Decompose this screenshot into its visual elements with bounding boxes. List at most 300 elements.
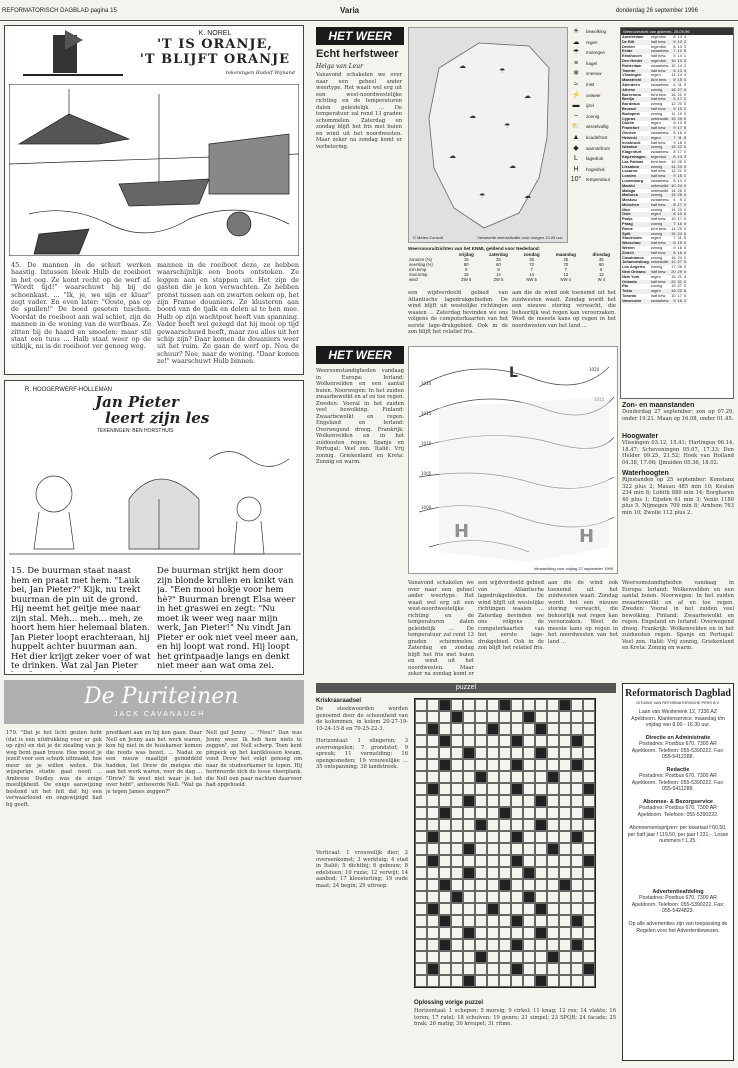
crossword-cell[interactable] (559, 699, 571, 711)
crossword-cell[interactable] (463, 795, 475, 807)
crossword-cell[interactable] (547, 843, 559, 855)
crossword-cell[interactable] (583, 963, 595, 975)
crossword-cell[interactable] (523, 723, 535, 735)
crossword-cell[interactable] (571, 963, 583, 975)
crossword-cell[interactable] (523, 699, 535, 711)
crossword-cell[interactable] (451, 963, 463, 975)
crossword-cell[interactable] (499, 855, 511, 867)
crossword-cell[interactable] (475, 867, 487, 879)
crossword-cell[interactable] (511, 699, 523, 711)
crossword-cell[interactable] (583, 951, 595, 963)
crossword-cell[interactable] (427, 819, 439, 831)
crossword-cell[interactable] (415, 879, 427, 891)
crossword-cell[interactable] (475, 951, 487, 963)
crossword-cell[interactable] (547, 783, 559, 795)
crossword-cell[interactable] (499, 699, 511, 711)
crossword-cell[interactable] (559, 903, 571, 915)
crossword-grid[interactable] (414, 698, 596, 988)
crossword-cell[interactable] (535, 759, 547, 771)
crossword-cell[interactable] (523, 879, 535, 891)
crossword-cell[interactable] (499, 759, 511, 771)
crossword-cell[interactable] (415, 759, 427, 771)
crossword-cell[interactable] (511, 927, 523, 939)
crossword-cell[interactable] (487, 831, 499, 843)
crossword-cell[interactable] (463, 855, 475, 867)
crossword-cell[interactable] (451, 843, 463, 855)
crossword-cell[interactable] (439, 843, 451, 855)
crossword-cell[interactable] (451, 819, 463, 831)
crossword-cell[interactable] (511, 819, 523, 831)
crossword-cell[interactable] (547, 759, 559, 771)
crossword-cell[interactable] (463, 927, 475, 939)
crossword-cell[interactable] (439, 747, 451, 759)
crossword-cell[interactable] (439, 819, 451, 831)
crossword-cell[interactable] (535, 699, 547, 711)
crossword-cell[interactable] (583, 867, 595, 879)
crossword-cell[interactable] (415, 903, 427, 915)
crossword-cell[interactable] (487, 903, 499, 915)
crossword-cell[interactable] (487, 963, 499, 975)
crossword-cell[interactable] (535, 867, 547, 879)
crossword-cell[interactable] (583, 699, 595, 711)
crossword-cell[interactable] (547, 879, 559, 891)
crossword-cell[interactable] (499, 831, 511, 843)
crossword-cell[interactable] (439, 795, 451, 807)
crossword-cell[interactable] (475, 939, 487, 951)
crossword-cell[interactable] (535, 831, 547, 843)
crossword-cell[interactable] (427, 867, 439, 879)
crossword-cell[interactable] (451, 831, 463, 843)
crossword-cell[interactable] (475, 759, 487, 771)
crossword-cell[interactable] (427, 843, 439, 855)
crossword-cell[interactable] (547, 963, 559, 975)
crossword-cell[interactable] (463, 711, 475, 723)
crossword-cell[interactable] (439, 975, 451, 987)
crossword-cell[interactable] (559, 939, 571, 951)
crossword-cell[interactable] (427, 915, 439, 927)
crossword-cell[interactable] (463, 915, 475, 927)
crossword-cell[interactable] (427, 891, 439, 903)
crossword-cell[interactable] (583, 771, 595, 783)
crossword-cell[interactable] (547, 867, 559, 879)
crossword-cell[interactable] (523, 771, 535, 783)
crossword-cell[interactable] (523, 939, 535, 951)
crossword-cell[interactable] (427, 975, 439, 987)
crossword-cell[interactable] (511, 939, 523, 951)
crossword-cell[interactable] (427, 771, 439, 783)
crossword-cell[interactable] (499, 747, 511, 759)
crossword-cell[interactable] (583, 723, 595, 735)
crossword-cell[interactable] (571, 747, 583, 759)
crossword-cell[interactable] (547, 927, 559, 939)
crossword-cell[interactable] (439, 903, 451, 915)
crossword-cell[interactable] (475, 903, 487, 915)
crossword-cell[interactable] (427, 711, 439, 723)
crossword-cell[interactable] (475, 915, 487, 927)
crossword-cell[interactable] (571, 867, 583, 879)
crossword-cell[interactable] (499, 927, 511, 939)
crossword-cell[interactable] (571, 711, 583, 723)
crossword-cell[interactable] (523, 963, 535, 975)
crossword-cell[interactable] (451, 855, 463, 867)
crossword-cell[interactable] (487, 795, 499, 807)
crossword-cell[interactable] (535, 747, 547, 759)
crossword-cell[interactable] (571, 879, 583, 891)
crossword-cell[interactable] (535, 855, 547, 867)
crossword-cell[interactable] (511, 747, 523, 759)
crossword-cell[interactable] (523, 975, 535, 987)
crossword-cell[interactable] (439, 831, 451, 843)
crossword-cell[interactable] (571, 927, 583, 939)
crossword-cell[interactable] (463, 975, 475, 987)
crossword-cell[interactable] (487, 807, 499, 819)
crossword-cell[interactable] (499, 903, 511, 915)
crossword-cell[interactable] (475, 699, 487, 711)
crossword-cell[interactable] (487, 927, 499, 939)
crossword-cell[interactable] (535, 819, 547, 831)
crossword-cell[interactable] (487, 855, 499, 867)
crossword-cell[interactable] (559, 831, 571, 843)
crossword-cell[interactable] (583, 915, 595, 927)
crossword-cell[interactable] (523, 831, 535, 843)
crossword-cell[interactable] (463, 891, 475, 903)
crossword-cell[interactable] (583, 855, 595, 867)
crossword-cell[interactable] (487, 819, 499, 831)
crossword-cell[interactable] (547, 903, 559, 915)
crossword-cell[interactable] (499, 843, 511, 855)
crossword-cell[interactable] (535, 891, 547, 903)
crossword-cell[interactable] (559, 891, 571, 903)
crossword-cell[interactable] (427, 747, 439, 759)
crossword-cell[interactable] (511, 891, 523, 903)
crossword-cell[interactable] (535, 951, 547, 963)
crossword-cell[interactable] (451, 867, 463, 879)
crossword-cell[interactable] (499, 819, 511, 831)
crossword-cell[interactable] (475, 963, 487, 975)
crossword-cell[interactable] (523, 915, 535, 927)
crossword-cell[interactable] (451, 759, 463, 771)
crossword-cell[interactable] (547, 855, 559, 867)
crossword-cell[interactable] (523, 843, 535, 855)
crossword-cell[interactable] (583, 759, 595, 771)
crossword-cell[interactable] (571, 915, 583, 927)
crossword-cell[interactable] (475, 771, 487, 783)
crossword-cell[interactable] (511, 783, 523, 795)
crossword-cell[interactable] (475, 807, 487, 819)
crossword-cell[interactable] (559, 975, 571, 987)
crossword-cell[interactable] (511, 879, 523, 891)
crossword-cell[interactable] (415, 927, 427, 939)
crossword-cell[interactable] (487, 975, 499, 987)
crossword-cell[interactable] (427, 951, 439, 963)
crossword-cell[interactable] (583, 795, 595, 807)
crossword-cell[interactable] (487, 711, 499, 723)
crossword-cell[interactable] (475, 723, 487, 735)
crossword-cell[interactable] (511, 951, 523, 963)
crossword-cell[interactable] (415, 795, 427, 807)
crossword-cell[interactable] (463, 879, 475, 891)
crossword-cell[interactable] (487, 867, 499, 879)
crossword-cell[interactable] (463, 903, 475, 915)
crossword-cell[interactable] (547, 807, 559, 819)
crossword-cell[interactable] (415, 771, 427, 783)
crossword-cell[interactable] (571, 783, 583, 795)
crossword-cell[interactable] (559, 735, 571, 747)
crossword-cell[interactable] (415, 963, 427, 975)
crossword-cell[interactable] (559, 879, 571, 891)
crossword-cell[interactable] (583, 831, 595, 843)
crossword-cell[interactable] (511, 903, 523, 915)
crossword-cell[interactable] (451, 891, 463, 903)
crossword-cell[interactable] (463, 867, 475, 879)
crossword-cell[interactable] (463, 843, 475, 855)
crossword-cell[interactable] (571, 951, 583, 963)
crossword-cell[interactable] (571, 807, 583, 819)
crossword-cell[interactable] (427, 903, 439, 915)
crossword-cell[interactable] (559, 915, 571, 927)
crossword-cell[interactable] (475, 855, 487, 867)
crossword-cell[interactable] (583, 939, 595, 951)
crossword-cell[interactable] (571, 699, 583, 711)
crossword-cell[interactable] (523, 807, 535, 819)
crossword-cell[interactable] (571, 939, 583, 951)
crossword-cell[interactable] (547, 771, 559, 783)
crossword-cell[interactable] (547, 735, 559, 747)
crossword-cell[interactable] (451, 783, 463, 795)
crossword-cell[interactable] (499, 915, 511, 927)
crossword-cell[interactable] (451, 747, 463, 759)
crossword-cell[interactable] (487, 723, 499, 735)
crossword-cell[interactable] (583, 891, 595, 903)
crossword-cell[interactable] (475, 975, 487, 987)
crossword-cell[interactable] (463, 771, 475, 783)
crossword-cell[interactable] (499, 951, 511, 963)
crossword-cell[interactable] (523, 783, 535, 795)
crossword-cell[interactable] (499, 867, 511, 879)
crossword-cell[interactable] (427, 963, 439, 975)
crossword-cell[interactable] (583, 879, 595, 891)
crossword-cell[interactable] (463, 951, 475, 963)
crossword-cell[interactable] (487, 735, 499, 747)
crossword-cell[interactable] (451, 723, 463, 735)
crossword-cell[interactable] (499, 711, 511, 723)
crossword-cell[interactable] (583, 843, 595, 855)
crossword-cell[interactable] (415, 807, 427, 819)
crossword-cell[interactable] (499, 879, 511, 891)
crossword-cell[interactable] (463, 735, 475, 747)
crossword-cell[interactable] (487, 783, 499, 795)
crossword-cell[interactable] (523, 795, 535, 807)
crossword-cell[interactable] (511, 759, 523, 771)
crossword-cell[interactable] (451, 939, 463, 951)
crossword-cell[interactable] (571, 855, 583, 867)
crossword-cell[interactable] (571, 891, 583, 903)
crossword-cell[interactable] (451, 915, 463, 927)
crossword-cell[interactable] (559, 951, 571, 963)
crossword-cell[interactable] (451, 951, 463, 963)
crossword-cell[interactable] (499, 795, 511, 807)
crossword-cell[interactable] (583, 819, 595, 831)
crossword-cell[interactable] (535, 807, 547, 819)
crossword-cell[interactable] (463, 723, 475, 735)
crossword-cell[interactable] (547, 915, 559, 927)
crossword-cell[interactable] (475, 747, 487, 759)
crossword-cell[interactable] (511, 711, 523, 723)
crossword-cell[interactable] (547, 795, 559, 807)
crossword-cell[interactable] (427, 807, 439, 819)
crossword-cell[interactable] (535, 879, 547, 891)
crossword-cell[interactable] (427, 855, 439, 867)
crossword-cell[interactable] (475, 831, 487, 843)
crossword-cell[interactable] (535, 963, 547, 975)
crossword-cell[interactable] (511, 795, 523, 807)
crossword-cell[interactable] (439, 915, 451, 927)
crossword-cell[interactable] (415, 867, 427, 879)
crossword-cell[interactable] (559, 855, 571, 867)
crossword-cell[interactable] (559, 795, 571, 807)
crossword-cell[interactable] (571, 819, 583, 831)
crossword-cell[interactable] (427, 795, 439, 807)
crossword-cell[interactable] (427, 723, 439, 735)
crossword-cell[interactable] (511, 807, 523, 819)
crossword-cell[interactable] (499, 783, 511, 795)
crossword-cell[interactable] (535, 783, 547, 795)
crossword-cell[interactable] (475, 819, 487, 831)
crossword-cell[interactable] (583, 807, 595, 819)
crossword-cell[interactable] (523, 819, 535, 831)
crossword-cell[interactable] (583, 927, 595, 939)
crossword-cell[interactable] (451, 975, 463, 987)
crossword-cell[interactable] (511, 963, 523, 975)
crossword-cell[interactable] (523, 855, 535, 867)
crossword-cell[interactable] (451, 795, 463, 807)
crossword-cell[interactable] (559, 819, 571, 831)
crossword-cell[interactable] (559, 723, 571, 735)
crossword-cell[interactable] (487, 915, 499, 927)
crossword-cell[interactable] (439, 735, 451, 747)
crossword-cell[interactable] (559, 747, 571, 759)
crossword-cell[interactable] (511, 771, 523, 783)
crossword-cell[interactable] (547, 975, 559, 987)
crossword-cell[interactable] (571, 771, 583, 783)
crossword-cell[interactable] (427, 939, 439, 951)
crossword-cell[interactable] (547, 711, 559, 723)
crossword-cell[interactable] (415, 711, 427, 723)
crossword-cell[interactable] (499, 735, 511, 747)
crossword-cell[interactable] (427, 735, 439, 747)
crossword-cell[interactable] (547, 723, 559, 735)
crossword-cell[interactable] (559, 783, 571, 795)
crossword-cell[interactable] (559, 843, 571, 855)
crossword-cell[interactable] (523, 903, 535, 915)
crossword-cell[interactable] (559, 963, 571, 975)
crossword-cell[interactable] (487, 843, 499, 855)
crossword-cell[interactable] (487, 771, 499, 783)
crossword-cell[interactable] (583, 711, 595, 723)
crossword-cell[interactable] (535, 795, 547, 807)
crossword-cell[interactable] (535, 771, 547, 783)
crossword-cell[interactable] (523, 747, 535, 759)
crossword-cell[interactable] (439, 891, 451, 903)
crossword-cell[interactable] (499, 771, 511, 783)
crossword-cell[interactable] (583, 747, 595, 759)
crossword-cell[interactable] (451, 735, 463, 747)
crossword-cell[interactable] (439, 939, 451, 951)
crossword-cell[interactable] (475, 891, 487, 903)
crossword-cell[interactable] (439, 951, 451, 963)
crossword-cell[interactable] (487, 759, 499, 771)
crossword-cell[interactable] (415, 843, 427, 855)
crossword-cell[interactable] (463, 783, 475, 795)
crossword-cell[interactable] (559, 771, 571, 783)
crossword-cell[interactable] (439, 867, 451, 879)
crossword-cell[interactable] (415, 735, 427, 747)
crossword-cell[interactable] (439, 963, 451, 975)
crossword-cell[interactable] (439, 807, 451, 819)
crossword-cell[interactable] (439, 759, 451, 771)
crossword-cell[interactable] (559, 867, 571, 879)
crossword-cell[interactable] (439, 927, 451, 939)
crossword-cell[interactable] (463, 963, 475, 975)
crossword-cell[interactable] (499, 807, 511, 819)
crossword-cell[interactable] (583, 735, 595, 747)
crossword-cell[interactable] (535, 903, 547, 915)
crossword-cell[interactable] (427, 783, 439, 795)
crossword-cell[interactable] (463, 747, 475, 759)
crossword-cell[interactable] (451, 807, 463, 819)
crossword-cell[interactable] (571, 843, 583, 855)
crossword-cell[interactable] (415, 831, 427, 843)
crossword-cell[interactable] (511, 855, 523, 867)
crossword-cell[interactable] (451, 699, 463, 711)
crossword-cell[interactable] (415, 699, 427, 711)
crossword-cell[interactable] (415, 783, 427, 795)
crossword-cell[interactable] (535, 915, 547, 927)
crossword-cell[interactable] (511, 915, 523, 927)
crossword-cell[interactable] (559, 711, 571, 723)
crossword-cell[interactable] (451, 903, 463, 915)
crossword-cell[interactable] (463, 699, 475, 711)
crossword-cell[interactable] (475, 879, 487, 891)
crossword-cell[interactable] (523, 927, 535, 939)
crossword-cell[interactable] (499, 975, 511, 987)
crossword-cell[interactable] (487, 747, 499, 759)
crossword-cell[interactable] (571, 759, 583, 771)
crossword-cell[interactable] (535, 843, 547, 855)
crossword-cell[interactable] (439, 699, 451, 711)
crossword-cell[interactable] (487, 879, 499, 891)
crossword-cell[interactable] (487, 951, 499, 963)
crossword-cell[interactable] (511, 723, 523, 735)
crossword-cell[interactable] (415, 951, 427, 963)
crossword-cell[interactable] (415, 747, 427, 759)
crossword-cell[interactable] (547, 819, 559, 831)
crossword-cell[interactable] (511, 843, 523, 855)
crossword-cell[interactable] (511, 831, 523, 843)
crossword-cell[interactable] (559, 927, 571, 939)
crossword-cell[interactable] (439, 855, 451, 867)
crossword-cell[interactable] (535, 711, 547, 723)
crossword-cell[interactable] (427, 927, 439, 939)
crossword-cell[interactable] (571, 723, 583, 735)
crossword-cell[interactable] (439, 723, 451, 735)
crossword-cell[interactable] (571, 831, 583, 843)
crossword-cell[interactable] (463, 831, 475, 843)
crossword-cell[interactable] (571, 903, 583, 915)
crossword-cell[interactable] (535, 975, 547, 987)
crossword-cell[interactable] (511, 975, 523, 987)
crossword-cell[interactable] (463, 807, 475, 819)
